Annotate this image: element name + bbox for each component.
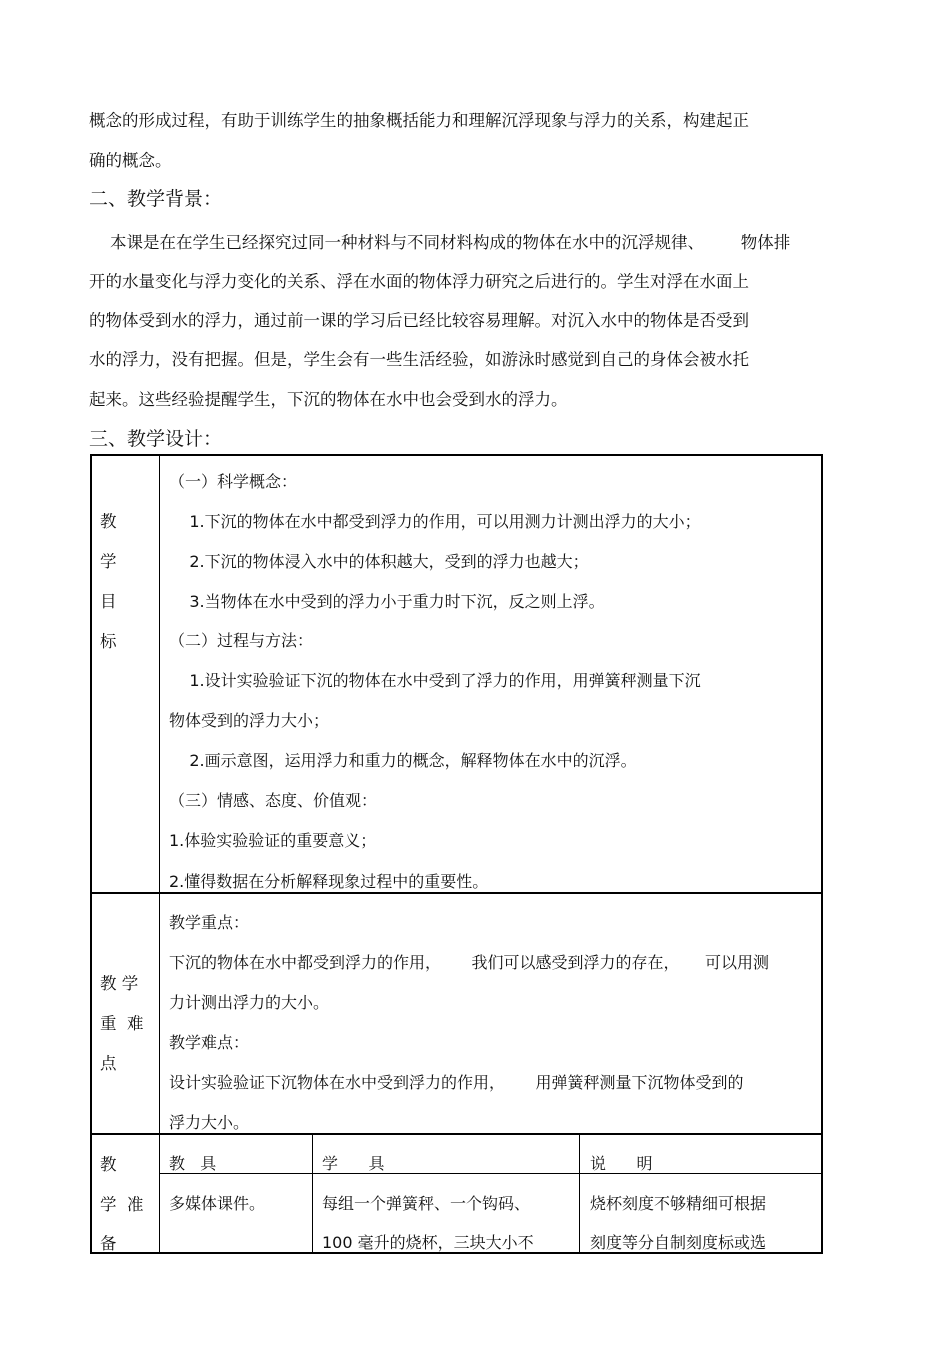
keypoints-label-2: 重 难 — [100, 1014, 144, 1033]
prep-teaching-aids-text: 多媒体课件。 — [169, 1194, 266, 1213]
table-divider-3 — [159, 1173, 822, 1174]
keypoints-line: 浮力大小。 — [169, 1113, 250, 1132]
prep-label-1: 教 — [100, 1155, 117, 1174]
goals-label-4: 标 — [100, 632, 117, 651]
prep-student-aids-text: 100 毫升的烧杯，三块大小不 — [322, 1233, 534, 1252]
goals-line: 1.体验实验验证的重要意义； — [169, 831, 377, 850]
keypoints-line: 教学难点： — [169, 1033, 250, 1052]
prep-label-2: 学 准 — [100, 1195, 144, 1214]
table-border-left — [90, 454, 92, 1254]
goals-line: （二）过程与方法： — [169, 631, 314, 650]
prep-col-divider-1 — [312, 1133, 313, 1254]
table-col-divider — [159, 454, 160, 1254]
goals-line: 物体受到的浮力大小； — [169, 711, 330, 730]
keypoints-line: 力计测出浮力的大小。 — [169, 993, 330, 1012]
prep-student-aids-text: 每组一个弹簧秤、一个钩码、 — [322, 1194, 531, 1213]
prep-header-notes: 说 明 — [590, 1154, 653, 1173]
intro-line-2: 确的概念。 — [89, 151, 172, 170]
prep-label-3: 备 — [100, 1234, 117, 1253]
section-2-line-5: 起来。这些经验提醒学生，下沉的物体在水中也会受到水的浮力。 — [89, 390, 568, 409]
goals-label-2: 学 — [100, 552, 117, 571]
goals-line: 1.设计实验验证下沉的物体在水中受到了浮力的作用，用弹簧秤测量下沉 — [169, 671, 701, 690]
goals-line: 2.懂得数据在分析解释现象过程中的重要性。 — [169, 872, 489, 891]
prep-notes-text: 烧杯刻度不够精细可根据 — [590, 1194, 767, 1213]
prep-header-teaching-aids: 教 具 — [169, 1154, 217, 1173]
prep-notes-text: 刻度等分自制刻度标或选 — [590, 1233, 767, 1252]
goals-label-3: 目 — [100, 592, 117, 611]
goals-line: （三）情感、态度、价值观： — [169, 791, 378, 810]
keypoints-line: 下沉的物体在水中都受到浮力的作用， 我们可以感受到浮力的存在， 可以用测 — [169, 953, 769, 972]
goals-label-1: 教 — [100, 512, 117, 531]
keypoints-label-3: 点 — [100, 1054, 117, 1073]
table-divider-2 — [90, 1133, 822, 1135]
goals-line: 2.画示意图，运用浮力和重力的概念，解释物体在水中的沉浮。 — [169, 751, 637, 770]
keypoints-line: 教学重点： — [169, 913, 250, 932]
goals-line: 1.下沉的物体在水中都受到浮力的作用，可以用测力计测出浮力的大小； — [169, 512, 701, 531]
section-2-line-2: 开的水量变化与浮力变化的关系、浮在水面的物体浮力研究之后进行的。学生对浮在水面上 — [89, 272, 749, 291]
section-3-heading: 三、教学设计： — [89, 428, 223, 450]
keypoints-line: 设计实验验证下沉物体在水中受到浮力的作用， 用弹簧秤测量下沉物体受到的 — [169, 1073, 744, 1092]
section-2-line-4: 水的浮力，没有把握。但是，学生会有一些生活经验，如游泳时感觉到自己的身体会被水托 — [89, 350, 749, 369]
goals-line: 2.下沉的物体浸入水中的体积越大，受到的浮力也越大； — [169, 552, 589, 571]
intro-line-1: 概念的形成过程，有助于训练学生的抽象概括能力和理解沉浮现象与浮力的关系，构建起正 — [89, 111, 749, 130]
table-border-top — [90, 454, 822, 456]
table-divider-1 — [90, 892, 822, 894]
prep-header-student-aids: 学 具 — [322, 1154, 385, 1173]
prep-col-divider-2 — [579, 1133, 580, 1254]
keypoints-label-1: 教 学 — [100, 974, 139, 993]
goals-line: 3.当物体在水中受到的浮力小于重力时下沉，反之则上浮。 — [169, 592, 605, 611]
section-2-heading: 二、教学背景： — [89, 188, 223, 210]
section-2-line-3: 的物体受到水的浮力，通过前一课的学习后已经比较容易理解。对沉入水中的物体是否受到 — [89, 311, 749, 330]
goals-line: （一）科学概念： — [169, 472, 298, 491]
table-border-right — [821, 454, 823, 1254]
section-2-line-1: 本课是在在学生已经探究过同一种材料与不同材料构成的物体在水中的沉浮规律、 物体排 — [89, 233, 791, 252]
